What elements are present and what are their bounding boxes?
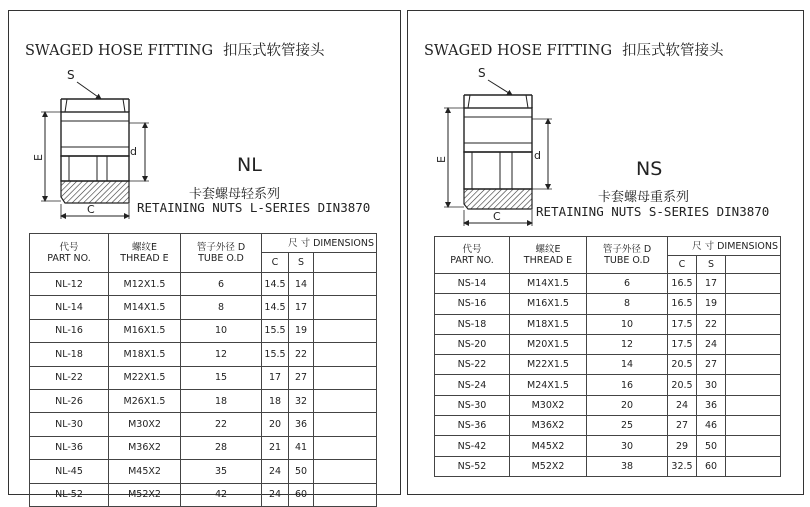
cell-s: 46: [697, 416, 726, 436]
header-dimensions: 尺 寸 DIMENSIONS: [262, 234, 377, 253]
series-name-cn: 卡套螺母轻系列: [189, 187, 281, 202]
cell-thread: M36X2: [510, 416, 587, 436]
cell-s: 17: [289, 296, 314, 319]
cell-tube-od: 15: [181, 366, 262, 389]
cell-c: 20.5: [668, 355, 697, 375]
cell-thread: M12X1.5: [109, 273, 181, 296]
cell-part-no: NS-24: [435, 375, 510, 395]
cell-tube-od: 25: [587, 416, 668, 436]
cell-blank: [726, 294, 781, 314]
cell-c: 17.5: [668, 334, 697, 354]
cell-s: 36: [289, 413, 314, 436]
label-s: S: [67, 68, 75, 82]
cell-c: 29: [668, 436, 697, 456]
cell-thread: M30X2: [109, 413, 181, 436]
cell-blank: [726, 456, 781, 476]
cell-thread: M30X2: [510, 395, 587, 415]
cell-thread: M52X2: [109, 483, 181, 506]
spec-table: [434, 236, 781, 477]
cell-part-no: NS-18: [435, 314, 510, 334]
cell-thread: M52X2: [510, 456, 587, 476]
cell-blank: [726, 375, 781, 395]
cell-thread: M14X1.5: [510, 274, 587, 294]
cell-c: 15.5: [262, 343, 289, 366]
cell-c: 14.5: [262, 296, 289, 319]
cell-part-no: NL-52: [30, 483, 109, 506]
cell-part-no: NL-36: [30, 436, 109, 459]
label-d: d: [130, 145, 137, 158]
cell-thread: M22X1.5: [109, 366, 181, 389]
cell-c: 20.5: [668, 375, 697, 395]
label-s: S: [478, 66, 486, 80]
cell-blank: [726, 355, 781, 375]
table-row: [435, 375, 781, 395]
cell-s: 27: [697, 355, 726, 375]
table-row: [30, 366, 377, 389]
cell-s: 36: [697, 395, 726, 415]
table-row: [435, 334, 781, 354]
cell-c: 24: [262, 460, 289, 483]
table-row: [30, 460, 377, 483]
cell-thread: M36X2: [109, 436, 181, 459]
table-row: [30, 343, 377, 366]
cell-c: 24: [668, 395, 697, 415]
table-row: [30, 436, 377, 459]
table-row: [30, 296, 377, 319]
cell-c: 27: [668, 416, 697, 436]
cell-s: 60: [697, 456, 726, 476]
cell-thread: M45X2: [109, 460, 181, 483]
header-cn: 扣压式软管接头: [223, 43, 325, 59]
ns-panel: [407, 10, 804, 495]
table-row: [435, 274, 781, 294]
cell-part-no: NL-30: [30, 413, 109, 436]
cell-part-no: NL-14: [30, 296, 109, 319]
cell-tube-od: 42: [181, 483, 262, 506]
cell-part-no: NS-52: [435, 456, 510, 476]
cell-tube-od: 30: [587, 436, 668, 456]
cell-thread: M20X1.5: [510, 334, 587, 354]
cell-blank: [726, 274, 781, 294]
series-code: NL: [237, 154, 262, 176]
table-row: [30, 273, 377, 296]
cell-blank: [314, 343, 377, 366]
cell-blank: [726, 334, 781, 354]
header-c: C: [262, 253, 289, 273]
label-c: C: [493, 210, 501, 223]
header-thread: 螺纹E THREAD E: [109, 234, 181, 273]
cell-tube-od: 28: [181, 436, 262, 459]
cell-s: 19: [289, 319, 314, 342]
cell-blank: [314, 273, 377, 296]
header-blank: [314, 253, 377, 273]
cell-thread: M24X1.5: [510, 375, 587, 395]
cell-part-no: NS-42: [435, 436, 510, 456]
cell-blank: [726, 436, 781, 456]
cell-s: 22: [289, 343, 314, 366]
header-en: SWAGED HOSE FITTING: [424, 43, 613, 59]
cell-blank: [314, 389, 377, 412]
cell-c: 16.5: [668, 294, 697, 314]
label-c: C: [87, 203, 95, 216]
cell-tube-od: 8: [181, 296, 262, 319]
cell-c: 16.5: [668, 274, 697, 294]
cell-c: 32.5: [668, 456, 697, 476]
cell-c: 17.5: [668, 314, 697, 334]
cell-s: 17: [697, 274, 726, 294]
header-c: C: [668, 256, 697, 274]
cell-part-no: NL-45: [30, 460, 109, 483]
cell-part-no: NS-14: [435, 274, 510, 294]
cell-part-no: NL-22: [30, 366, 109, 389]
spec-table: [29, 233, 377, 507]
cell-tube-od: 14: [587, 355, 668, 375]
cell-s: 50: [289, 460, 314, 483]
cell-tube-od: 10: [181, 319, 262, 342]
cell-s: 41: [289, 436, 314, 459]
header-blank: [726, 256, 781, 274]
cell-thread: M45X2: [510, 436, 587, 456]
cell-blank: [726, 395, 781, 415]
cell-part-no: NS-22: [435, 355, 510, 375]
cell-s: 24: [697, 334, 726, 354]
cell-thread: M18X1.5: [109, 343, 181, 366]
cell-s: 32: [289, 389, 314, 412]
header-cn: 扣压式软管接头: [622, 43, 724, 59]
table-row: [30, 389, 377, 412]
cell-s: 14: [289, 273, 314, 296]
series-name-en: RETAINING NUTS L-SERIES DIN3870: [137, 200, 371, 215]
header-thread: 螺纹E THREAD E: [510, 237, 587, 274]
series-name-cn: 卡套螺母重系列: [598, 190, 690, 205]
label-e: E: [435, 156, 448, 163]
cell-blank: [726, 314, 781, 334]
cell-c: 18: [262, 389, 289, 412]
cell-thread: M18X1.5: [510, 314, 587, 334]
table-row: [30, 319, 377, 342]
cell-tube-od: 8: [587, 294, 668, 314]
cell-tube-od: 20: [587, 395, 668, 415]
cell-part-no: NL-26: [30, 389, 109, 412]
cell-blank: [726, 416, 781, 436]
header-s: S: [289, 253, 314, 273]
cell-tube-od: 35: [181, 460, 262, 483]
cell-thread: M16X1.5: [510, 294, 587, 314]
cell-tube-od: 18: [181, 389, 262, 412]
header-s: S: [697, 256, 726, 274]
cell-s: 50: [697, 436, 726, 456]
cell-s: 30: [697, 375, 726, 395]
header-part-no: 代号 PART NO.: [30, 234, 109, 273]
cell-c: 21: [262, 436, 289, 459]
cell-part-no: NS-16: [435, 294, 510, 314]
nl-panel: [8, 10, 401, 501]
cell-s: 22: [697, 314, 726, 334]
cell-blank: [314, 436, 377, 459]
cell-s: 19: [697, 294, 726, 314]
table-row: [435, 314, 781, 334]
cell-blank: [314, 319, 377, 342]
table-row: [30, 413, 377, 436]
cell-s: 60: [289, 483, 314, 506]
header-tube-od: 管子外径 D TUBE O.D: [181, 234, 262, 273]
cell-part-no: NL-16: [30, 319, 109, 342]
cell-part-no: NS-30: [435, 395, 510, 415]
label-d: d: [534, 149, 541, 162]
cell-part-no: NS-36: [435, 416, 510, 436]
cell-c: 15.5: [262, 319, 289, 342]
cell-c: 17: [262, 366, 289, 389]
cell-c: 24: [262, 483, 289, 506]
cell-part-no: NL-12: [30, 273, 109, 296]
table-row: [435, 416, 781, 436]
table-row: [435, 355, 781, 375]
series-code: NS: [636, 158, 663, 180]
cell-blank: [314, 296, 377, 319]
cell-s: 27: [289, 366, 314, 389]
cell-blank: [314, 366, 377, 389]
cell-blank: [314, 413, 377, 436]
cell-c: 14.5: [262, 273, 289, 296]
cell-thread: M16X1.5: [109, 319, 181, 342]
table-row: [435, 456, 781, 476]
cell-tube-od: 16: [587, 375, 668, 395]
header-en: SWAGED HOSE FITTING: [25, 43, 214, 59]
cell-blank: [314, 460, 377, 483]
cell-part-no: NL-18: [30, 343, 109, 366]
cell-c: 20: [262, 413, 289, 436]
series-name-en: RETAINING NUTS S-SERIES DIN3870: [536, 204, 770, 219]
cell-tube-od: 22: [181, 413, 262, 436]
table-row: [435, 436, 781, 456]
cell-tube-od: 12: [587, 334, 668, 354]
cell-tube-od: 38: [587, 456, 668, 476]
table-row: [435, 395, 781, 415]
table-row: [435, 294, 781, 314]
cell-part-no: NS-20: [435, 334, 510, 354]
cell-tube-od: 12: [181, 343, 262, 366]
label-e: E: [32, 154, 45, 161]
cell-tube-od: 10: [587, 314, 668, 334]
header-tube-od: 管子外径 D TUBE O.D: [587, 237, 668, 274]
cell-thread: M22X1.5: [510, 355, 587, 375]
cell-thread: M14X1.5: [109, 296, 181, 319]
cell-thread: M26X1.5: [109, 389, 181, 412]
header-dimensions: 尺 寸 DIMENSIONS: [668, 237, 781, 256]
header-part-no: 代号 PART NO.: [435, 237, 510, 274]
cell-tube-od: 6: [181, 273, 262, 296]
cell-tube-od: 6: [587, 274, 668, 294]
